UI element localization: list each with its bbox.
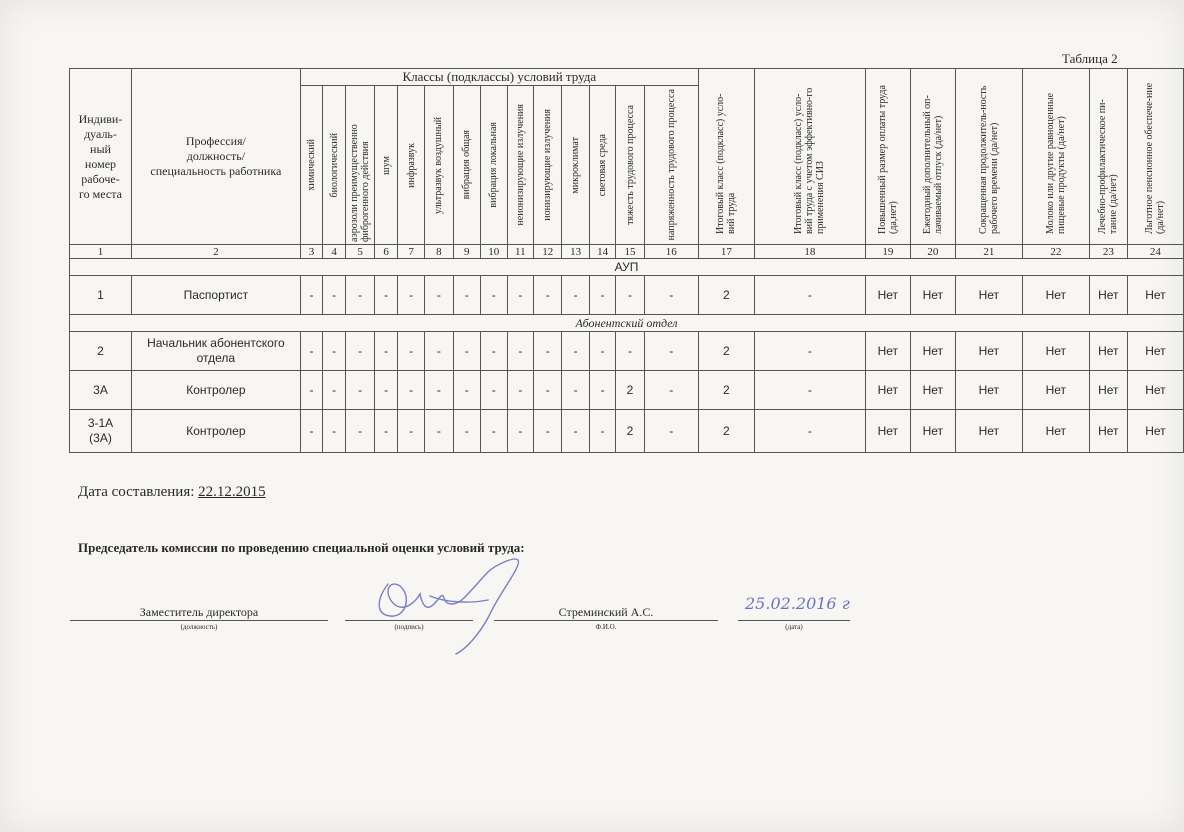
header-factor-14: световая среда xyxy=(589,86,616,245)
table-cell: - xyxy=(589,276,616,315)
table-cell: - xyxy=(534,410,562,453)
workplace-number: 1 xyxy=(70,276,132,315)
compilation-date-value: 22.12.2015 xyxy=(198,484,266,500)
header-classes-group: Классы (подклассы) условий труда xyxy=(300,69,698,86)
table-cell: 2 xyxy=(698,410,754,453)
table-cell: - xyxy=(397,371,424,410)
table-cell: - xyxy=(589,410,616,453)
table-cell: - xyxy=(453,410,480,453)
table-cell: - xyxy=(480,332,507,371)
table-cell: Нет xyxy=(1089,276,1127,315)
header-factor-13: микроклимат xyxy=(562,86,589,245)
column-number: 12 xyxy=(534,245,562,259)
table-cell: Нет xyxy=(955,276,1022,315)
table-cell: Нет xyxy=(910,276,955,315)
handwritten-date: 25.02.2016 г xyxy=(745,594,850,613)
table-cell: - xyxy=(375,410,398,453)
column-number: 18 xyxy=(754,245,865,259)
table-cell: - xyxy=(534,332,562,371)
compilation-date-label: Дата составления: xyxy=(78,484,195,500)
table-cell: - xyxy=(562,332,589,371)
table-cell: Нет xyxy=(1022,276,1089,315)
column-number: 19 xyxy=(865,245,910,259)
column-number: 5 xyxy=(345,245,374,259)
table-cell: - xyxy=(754,276,865,315)
table-cell: - xyxy=(345,332,374,371)
table-cell: - xyxy=(480,276,507,315)
section-title: АУП xyxy=(70,259,1184,276)
header-extra-24: Льготное пенсионное обеспече-ние (да/нет) xyxy=(1127,69,1183,245)
table-cell: Нет xyxy=(1127,410,1183,453)
signature-position xyxy=(70,604,328,632)
column-number: 3 xyxy=(300,245,323,259)
table-cell: Нет xyxy=(865,276,910,315)
table-cell: 2 xyxy=(698,276,754,315)
column-number: 14 xyxy=(589,245,616,259)
table-cell: Нет xyxy=(1127,276,1183,315)
table-cell: Нет xyxy=(1089,332,1127,371)
table-cell: Нет xyxy=(865,410,910,453)
table-cell: - xyxy=(345,371,374,410)
table-cell: - xyxy=(616,332,644,371)
table-cell: - xyxy=(425,410,453,453)
workplace-number: 3А xyxy=(70,371,132,410)
table-cell: Нет xyxy=(955,410,1022,453)
section-row xyxy=(70,315,1184,332)
name-value: Стреминский А.С. xyxy=(494,604,718,621)
header-extra-18: Итоговый класс (подкласс) усло-вий труда с учетом эффективно-го применения СИЗ xyxy=(754,69,865,245)
table-cell: Нет xyxy=(910,410,955,453)
table-cell: - xyxy=(562,371,589,410)
column-number: 8 xyxy=(425,245,453,259)
table-cell: - xyxy=(453,276,480,315)
table-cell: - xyxy=(375,371,398,410)
handwritten-signature xyxy=(360,552,530,662)
header-extra-21: Сокращенная продолжитель-ность рабочего времени (да/нет) xyxy=(955,69,1022,245)
table-cell: - xyxy=(589,332,616,371)
header-factor-5: аэрозоли преимущественно фиброгенного действия xyxy=(345,86,374,245)
table-cell: - xyxy=(397,276,424,315)
profession-cell: Паспортист xyxy=(131,276,300,315)
table-cell: - xyxy=(425,276,453,315)
header-extra-20: Ежегодный дополнительный оп-лачиваемый отпуск (да/нет) xyxy=(910,69,955,245)
table-cell: - xyxy=(300,410,323,453)
column-number: 24 xyxy=(1127,245,1183,259)
header-row-numbers xyxy=(70,245,1184,259)
table-cell: - xyxy=(534,276,562,315)
column-number: 20 xyxy=(910,245,955,259)
table-cell: - xyxy=(453,332,480,371)
table-cell: Нет xyxy=(1127,332,1183,371)
name-caption: Ф.И.О. xyxy=(595,623,617,631)
sign-caption: (подпись) xyxy=(394,623,424,631)
compilation-date xyxy=(78,484,266,501)
table-cell: Нет xyxy=(1089,410,1127,453)
header-extra-19: Повышенный размер оплаты труда (да,нет) xyxy=(865,69,910,245)
table-cell: - xyxy=(507,276,534,315)
profession-cell: Начальник абонентского отдела xyxy=(131,332,300,371)
table-caption: Таблица 2 xyxy=(1062,51,1118,66)
table-cell: Нет xyxy=(955,332,1022,371)
header-factor-4: биологический xyxy=(323,86,346,245)
table-cell: - xyxy=(453,371,480,410)
profession-cell: Контролер xyxy=(131,371,300,410)
header-factor-10: вибрация локальная xyxy=(480,86,507,245)
table-cell: - xyxy=(644,371,698,410)
column-number: 10 xyxy=(480,245,507,259)
table-cell: - xyxy=(300,332,323,371)
section-title: Абонентский отдел xyxy=(70,315,1184,332)
column-number: 15 xyxy=(616,245,644,259)
header-factor-16: напряженность трудового процесса xyxy=(644,86,698,245)
table-cell: Нет xyxy=(865,371,910,410)
table-cell: 2 xyxy=(616,410,644,453)
table-cell: Нет xyxy=(1022,410,1089,453)
date-caption: (дата) xyxy=(785,623,803,631)
table-cell: - xyxy=(300,276,323,315)
header-workplace-number: Индиви- дуаль- ный номер рабоче- го места xyxy=(70,69,132,245)
table-row xyxy=(70,410,1184,453)
table-cell: - xyxy=(323,410,346,453)
table-row xyxy=(70,332,1184,371)
header-factor-8: ультразвук воздушный xyxy=(425,86,453,245)
table-row xyxy=(70,371,1184,410)
table-cell: - xyxy=(644,276,698,315)
header-factor-3: химический xyxy=(300,86,323,245)
table-cell: - xyxy=(589,371,616,410)
column-number: 22 xyxy=(1022,245,1089,259)
header-extra-17: Итоговый класс (подкласс) усло-вий труда xyxy=(698,69,754,245)
table-cell: Нет xyxy=(1089,371,1127,410)
column-number: 13 xyxy=(562,245,589,259)
header-factor-12: ионизирующие излучения xyxy=(534,86,562,245)
column-number: 4 xyxy=(323,245,346,259)
table-cell: - xyxy=(480,410,507,453)
workplace-number: 2 xyxy=(70,332,132,371)
table-cell: - xyxy=(562,410,589,453)
header-profession: Профессия/ должность/ специальность работника xyxy=(131,69,300,245)
column-number: 9 xyxy=(453,245,480,259)
table-cell: 2 xyxy=(698,371,754,410)
column-number: 23 xyxy=(1089,245,1127,259)
table-cell: Нет xyxy=(955,371,1022,410)
table-cell: - xyxy=(345,410,374,453)
profession-cell: Контролер xyxy=(131,410,300,453)
table-row xyxy=(70,276,1184,315)
table-cell: - xyxy=(375,332,398,371)
table-cell: - xyxy=(397,332,424,371)
table-cell: Нет xyxy=(910,332,955,371)
header-factor-9: вибрация общая xyxy=(453,86,480,245)
table-cell: - xyxy=(562,276,589,315)
header-extra-22: Молоко или другие равноценные пищевые продукты (да/нет) xyxy=(1022,69,1089,245)
table-cell: - xyxy=(754,410,865,453)
header-factor-7: инфразвук xyxy=(397,86,424,245)
column-number: 11 xyxy=(507,245,534,259)
table-cell: - xyxy=(754,332,865,371)
column-number: 21 xyxy=(955,245,1022,259)
table-cell: - xyxy=(375,276,398,315)
table-cell: - xyxy=(397,410,424,453)
table-cell: - xyxy=(425,332,453,371)
position-value: Заместитель директора xyxy=(70,604,328,621)
table-cell: - xyxy=(507,371,534,410)
table-cell: - xyxy=(480,371,507,410)
table-cell: - xyxy=(425,371,453,410)
commission-chairman-heading: Председатель комиссии по проведению специальной оценки условий труда: xyxy=(78,540,525,555)
table-cell: Нет xyxy=(1022,332,1089,371)
section-row xyxy=(70,259,1184,276)
column-number: 17 xyxy=(698,245,754,259)
table-cell: Нет xyxy=(910,371,955,410)
column-number: 2 xyxy=(131,245,300,259)
table-cell: 2 xyxy=(698,332,754,371)
header-factor-6: шум xyxy=(375,86,398,245)
table-cell: - xyxy=(644,332,698,371)
workplace-number: 3-1А (3А) xyxy=(70,410,132,453)
header-row-top xyxy=(70,69,1184,86)
table-cell: - xyxy=(507,410,534,453)
table-cell: - xyxy=(345,276,374,315)
table-cell: - xyxy=(507,332,534,371)
table-cell: - xyxy=(534,371,562,410)
header-factor-11: неионизирующие излучения xyxy=(507,86,534,245)
table-cell: - xyxy=(616,276,644,315)
working-conditions-table xyxy=(69,68,1184,453)
table-cell: Нет xyxy=(865,332,910,371)
header-factor-15: тяжесть трудового процесса xyxy=(616,86,644,245)
column-number: 7 xyxy=(397,245,424,259)
header-extra-23: Лечебно-профилактическое пи-тание (да/нет) xyxy=(1089,69,1127,245)
table-cell: - xyxy=(323,332,346,371)
table-cell: - xyxy=(323,371,346,410)
column-number: 16 xyxy=(644,245,698,259)
table-cell: 2 xyxy=(616,371,644,410)
table-cell: - xyxy=(323,276,346,315)
column-number: 1 xyxy=(70,245,132,259)
table-cell: Нет xyxy=(1127,371,1183,410)
table-cell: - xyxy=(300,371,323,410)
table-cell: - xyxy=(754,371,865,410)
table-cell: Нет xyxy=(1022,371,1089,410)
table-cell: - xyxy=(644,410,698,453)
position-caption: (должность) xyxy=(180,623,218,631)
column-number: 6 xyxy=(375,245,398,259)
